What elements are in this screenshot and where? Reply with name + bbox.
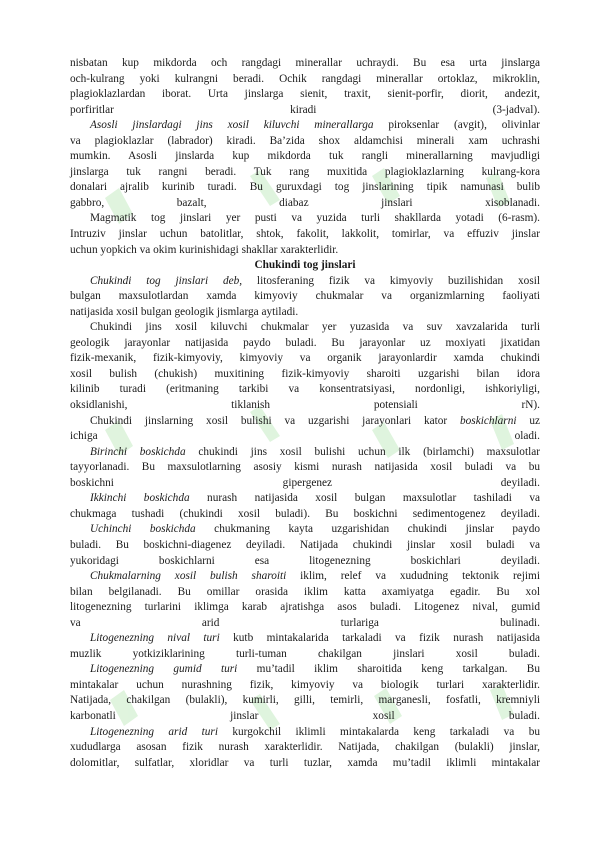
italic-term: Uchinchi boskichda (90, 523, 196, 536)
italic-term: boskichlarni (460, 414, 517, 427)
section-heading: Chukindi tog jinslari (254, 259, 356, 272)
paragraph: Ikkinchi boskichda nurash natijasida xosil bulgan maxsulotlar tashiladi va chukmaga tushadi (chukindi xosil buladi). Bu boskichni sedimentogenez deyiladi. (70, 492, 541, 520)
paragraph: Uchinchi boskichda chukmaning kayta uzgarishidan chukindi jinslar paydo buladi. Bu boskichni-diagenez deyiladi. Natijada chukindi jinslar xosil buladi va yukoridagi boskichlarni esa litogenezning boskichlari deyiladi. (70, 523, 540, 567)
paragraph: Chukmalarning xosil bulish sharoiti iklim, relef va xududning tektonik rejimi bilan belgilanadi. Bu omillar orasida iklim katta axamiyatga egadir. Bu xol litogenezning turlarini iklimga karab ajratishga asos buladi. Litogenez nival, gumid va arid turlariga bulinadi. (70, 570, 540, 629)
paragraph: Chukindi tog jinslari deb, litosferaning fizik va kimyoviy buzilishidan xosil bulgan maxsulotlardan xamda kimyoviy chukmalar va organizmlarning faoliyati natijasida xosil bulgan geologik jismlarga aytiladi. (70, 274, 541, 318)
paragraph: Magmatik tog jinslari yer pusti va yuzida turli shakllarda yotadi (6-rasm). Intruziv jinslar uchun batolitlar, shtok, fakolit, lakkolit, tomirlar, va effuziv jinslar uchun yopkich va okim kurinishidagi shakllar xarakterlidir. (70, 212, 540, 256)
italic-term: Chukmalarning xosil bulish sharoiti (90, 570, 287, 583)
italic-term: Asosli jinslardagi jins xosil kiluvchi minerallarga (90, 119, 374, 132)
paragraph: Chukindi jinslarning xosil bulishi va uzgarishi jarayonlari kator boskichlarni uz ichiga oladi. (70, 414, 540, 443)
italic-term: Litogenezning gumid turi (90, 663, 238, 676)
paragraph: Asosli jinslardagi jins xosil kiluvchi minerallarga piroksenlar (avgit), olivinlar va plagioklazlar (labrador) kiradi. Ba’zida shox aldamchisi minerali xam uchrashi mumkin. Asosli jinslarda kup mikdorda tuk rangli minerallarning mavjudligi jinslarga tuk rangni beradi. Tuk rang muxitida plagioklazlarning kulrang-kora donalari ajralib kurinib turadi. Bu guruxdagi tog jinslarining tipik namunasi bulib gabbro, bazalt, diabaz jinslari xisoblanadi. (70, 119, 540, 209)
paragraph: Birinchi boskichda chukindi jins xosil bulishi uchun ilk (birlamchi) maxsulotlar tayyorlanadi. Bu maxsulotlarning asosiy kismi nurash natijasida xosil buladi va bu boskichni gipergenez deyiladi. (70, 445, 540, 489)
italic-term: Ikkinchi boskichda (90, 492, 190, 505)
paragraph: nisbatan kup mikdorda och rangdagi minerallar uchraydi. Bu esa urta jinslarga och-kulrang yoki kulrangni beradi. Ochik rangdagi minerallar ortoklaz, mikroklin, plagioklazlardan iborat. Urta jinslarga sienit, traxit, sienit-porfir, diorit, andezit, porfiritlar kiradi (3-jadval). (70, 57, 540, 116)
italic-term: Chukindi tog jinslari deb, (90, 274, 243, 287)
paragraph: Litogenezning nival turi kutb mintakalarida tarkaladi va fizik nurash natijasida muzlik yotkiziklarining turli-tuman chakilgan jinslari xosil buladi. (70, 632, 541, 660)
italic-term: Litogenezning nival turi (90, 632, 220, 645)
paragraph: Chukindi jins xosil kiluvchi chukmalar yer yuzasida va suv xavzalarida turli geologik jarayonlar natijasida paydo buladi. Bu jarayonlar uz moxiyati jixatidan fizik-mexanik, fizik-kimyoviy, kimyoviy va organik jarayonlardir xamda chukindi xosil bulish (chukish) muxitining fizik-kimyoviy sharoiti uzgarishi bilan idora kilinib turadi (eritmaning tarkibi va konsentratsiyasi, nordonligi, ishkoriyligi, oksidlanishi, tiklanish potensiali rN). (70, 321, 540, 412)
italic-term: Litogenezning arid turi (90, 725, 218, 738)
document-body (70, 56, 540, 771)
paragraph: Litogenezning gumid turi mu’tadil iklim sharoitida keng tarkalgan. Bu mintakalar uchun nurashning fizik, kimyoviy va biologik turlari xarakterlidir. Natijada, chakilgan (bulakli), kumirli, gilli, temirli, marganesli, fosfatli, kremniyli karbonatli jinslar xosil buladi. (70, 663, 540, 722)
paragraph: Litogenezning arid turi kurgokchil iklimli mintakalarda keng tarkaladi va bu xududlarga asosan fizik nurash xarakterlidir. Natijada, chakilgan (bulakli) jinslar, dolomitlar, sulfatlar, xloridlar va turli tuzlar, xamda mu’tadil iklimli mintakalar (70, 725, 540, 769)
italic-term: Birinchi boskichda (90, 445, 186, 458)
